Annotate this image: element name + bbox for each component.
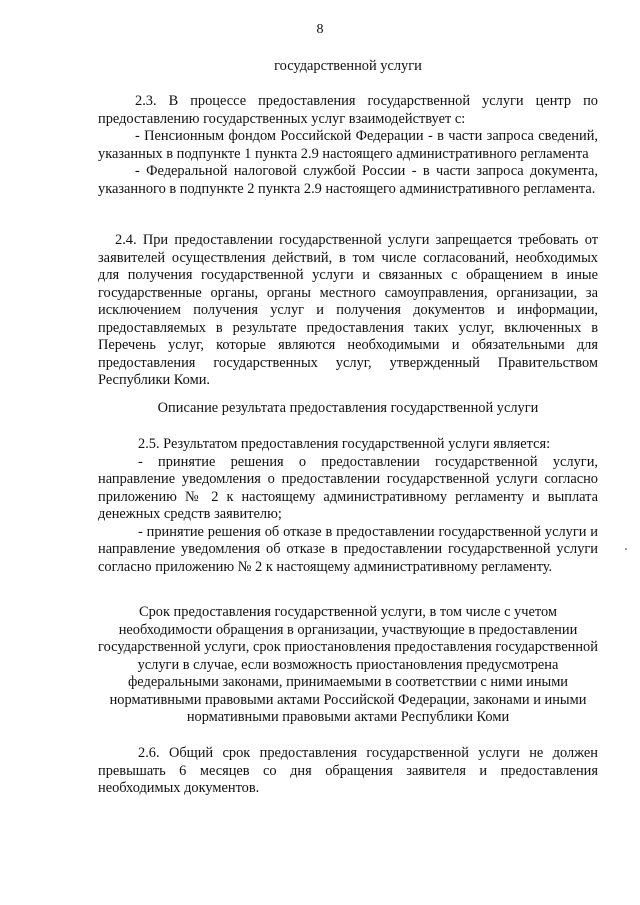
section-2-6 <box>98 745 598 798</box>
section-2-5-item-1: - принятие решения о предоставлении государственной услуги, направление уведомления о предоставлении государственной услуги согласно приложению № 2 к настоящему административному регламенту и выплата денежных средств заявителю; <box>98 453 598 522</box>
section-2-6-text: 2.6. Общий срок предоставления государственной услуги не должен превышать 6 месяцев со дня обращения заявителя и предоставления необходимых документов. <box>98 745 598 796</box>
section-2-3-item-1: - Пенсионным фондом Российской Федерации - в части запроса сведений, указанных в подпункте 1 пункта 2.9 настоящего административного регламента <box>98 128 598 162</box>
heading-term <box>98 604 598 727</box>
continued-heading <box>98 58 598 76</box>
heading-term-text: Срок предоставления государственной услуги, в том числе с учетом необходимости обращения в организации, участвующие в предоставлении государственной услуги, срок приостановления предоставления государственной услуги в случае, если возможность приостановления предусмотрена федеральными законами, принимаемыми в соответствии с ними иными нормативными правовыми актами Российской Федерации, законами и иными нормативными правовыми актами Республики Коми <box>98 604 598 725</box>
section-2-4-text: 2.4. При предоставлении государственной услуги запрещается требовать от заявителей осуществления действий, в том числе согласований, необходимых для получения государственной услуги и связанных с обращением в иные государственные органы, органы местного самоуправления, организации, за исключением получения услуг и получения документов и информации, предоставляемых в результате предоставления таких услуг, включенных в Перечень услуг, которые являются необходимыми и обязательными для предоставления государственных услуг, утвержденный Правительством Республики Коми. <box>98 232 598 388</box>
section-2-4 <box>98 232 598 390</box>
section-2-3-intro: 2.3. В процессе предоставления государственной услуги центр по предоставлению государственных услуг взаимодействует с: <box>98 93 598 127</box>
scan-speck <box>625 548 627 550</box>
continued-heading-text: государственной услуги <box>274 58 422 74</box>
section-2-5-item-2: - принятие решения об отказе в предоставлении государственной услуги и направление уведомления об отказе в предоставлении государственной услуги согласно приложению № 2 к настоящему административному регламенту. <box>98 523 598 575</box>
section-2-3-item-2: - Федеральной налоговой службой России - в части запроса документа, указанного в подпункте 2 пункта 2.9 настоящего административного регламента. <box>98 163 598 197</box>
page-number: 8 <box>316 22 324 37</box>
section-2-5 <box>98 436 598 576</box>
section-2-5-intro: 2.5. Результатом предоставления государственной услуги является: <box>138 436 551 452</box>
section-2-3 <box>98 93 598 198</box>
heading-result <box>98 400 598 418</box>
heading-result-text: Описание результата предоставления государственной услуги <box>157 400 539 416</box>
